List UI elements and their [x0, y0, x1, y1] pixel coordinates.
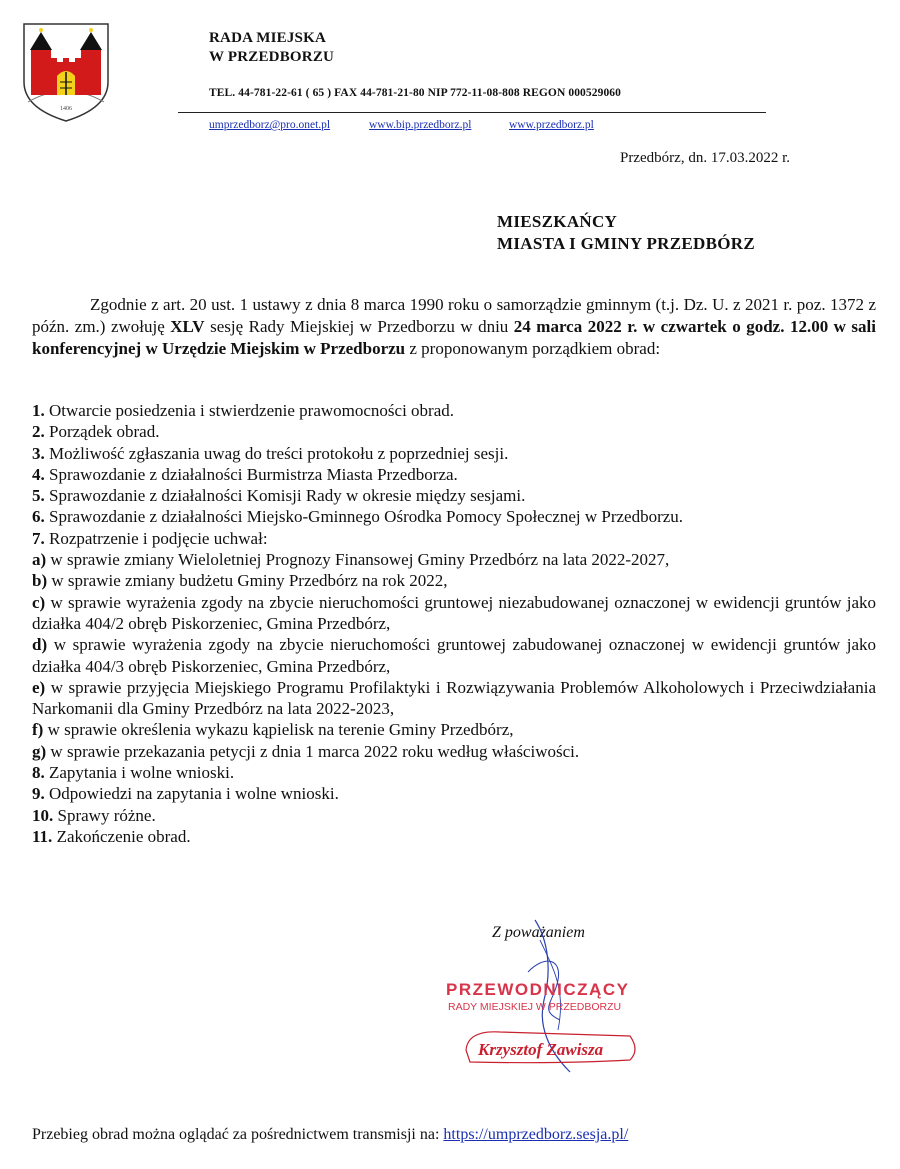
- header-divider: [178, 112, 766, 113]
- addressee-line1: MIESZKAŃCY: [497, 212, 618, 231]
- intro-text-2: sesję Rady Miejskiej w Przedborzu w dniu: [204, 317, 514, 336]
- signature-stamp: [440, 900, 680, 1080]
- addressee-line2: MIASTA I GMINY PRZEDBÓRZ: [497, 234, 755, 253]
- resolution-b: b) w sprawie zmiany budżetu Gminy Przedbórz na rok 2022,: [32, 571, 448, 591]
- resolution-d: d) w sprawie wyrażenia zgody na zbycie nieruchomości gruntowej zabudowanej oznaczonej w ewidencji gruntów jako działka 404/3 obręb Piskorzeniec, Gmina Przedbórz,: [32, 635, 876, 676]
- resolution-c: c) w sprawie wyrażenia zgody na zbycie nieruchomości gruntowej niezabudowanej oznaczonej w ewidencji gruntów jako działka 404/2 obręb Piskorzeniec, Gmina Przedbórz,: [32, 592, 876, 633]
- org-name-line1: RADA MIEJSKA: [209, 30, 326, 46]
- agenda-item-5: 5. Sprawozdanie z działalności Komisji Rady w okresie między sesjami.: [32, 486, 526, 506]
- agenda-item-6: 6. Sprawozdanie z działalności Miejsko-Gminnego Ośrodka Pomocy Społecznej w Przedborzu.: [32, 507, 684, 527]
- stamp-title: PRZEWODNICZĄCY: [446, 980, 630, 999]
- agenda-item-7: 7. Rozpatrzenie i podjęcie uchwał:: [32, 528, 268, 548]
- agenda-list: [32, 400, 876, 847]
- email-link[interactable]: umprzedborz@pro.onet.pl: [209, 119, 331, 131]
- resolution-e: e) w sprawie przyjęcia Miejskiego Programu Profilaktyki i Rozwiązywania Problemów Alkoholowych i Przeciwdziałania Narkomanii dla Gminy Przedbórz na lata 2022-2023,: [32, 677, 876, 719]
- session-date-place: 24 marca 2022 r. w czwartek o godz. 12.00 w sali konferencyjnej w Urzędzie Miejskim w Przedborzu: [32, 317, 876, 358]
- resolution-f: f) w sprawie określenia wykazu kąpielisk na terenie Gminy Przedbórz,: [32, 720, 514, 740]
- bip-link[interactable]: www.bip.przedborz.pl: [369, 119, 472, 131]
- agenda-item-10: 10. Sprawy różne.: [32, 805, 156, 825]
- footer-text: Przebieg obrad można oglądać za pośrednictwem transmisji na:: [32, 1126, 444, 1143]
- agenda-item-11: 11. Zakończenie obrad.: [32, 826, 191, 846]
- agenda-item-4: 4. Sprawozdanie z działalności Burmistrza Miasta Przedborza.: [32, 464, 458, 484]
- intro-paragraph: [32, 294, 876, 360]
- stamp-name: Krzysztof Zawisza: [478, 1040, 604, 1059]
- resolution-g: g) w sprawie przekazania petycji z dnia 1 marca 2022 roku według właściwości.: [32, 741, 580, 761]
- contact-info: TEL. 44-781-22-61 ( 65 ) FAX 44-781-21-80 NIP 772-11-08-808 REGON 000529060: [209, 87, 621, 99]
- agenda-item-9: 9. Odpowiedzi na zapytania i wolne wnioski.: [32, 784, 339, 804]
- document-date: Przedbórz, dn. 17.03.2022 r.: [620, 150, 790, 166]
- resolution-a: a) w sprawie zmiany Wieloletniej Prognozy Finansowej Gminy Przedbórz na lata 2022-2027,: [32, 550, 670, 570]
- coat-of-arms-icon: [20, 20, 112, 124]
- stamp-subtitle: RADY MIEJSKIEJ W PRZEDBORZU: [448, 1001, 622, 1013]
- agenda-item-2: 2. Porządek obrad.: [32, 422, 160, 442]
- website-link[interactable]: www.przedborz.pl: [509, 119, 594, 131]
- agenda-item-8: 8. Zapytania i wolne wnioski.: [32, 763, 235, 783]
- session-number: XLV: [170, 317, 205, 336]
- transmission-link[interactable]: https://umprzedborz.sesja.pl/: [443, 1126, 629, 1143]
- intro-text-1: Zgodnie z art. 20 ust. 1 ustawy z dnia 8 marca 1990 roku o samorządzie gminnym (t.j. Dz. U. z 2021 r. poz. 1372 z późn. zm.) zwołuję: [32, 295, 876, 336]
- crest-year: 1406: [60, 106, 72, 112]
- intro-text-3: z proponowanym porządkiem obrad:: [405, 339, 661, 358]
- closing-salutation: Z poważaniem: [492, 924, 585, 941]
- footer-note: [32, 1126, 628, 1144]
- agenda-item-3: 3. Możliwość zgłaszania uwag do treści protokołu z poprzedniej sesji.: [32, 443, 509, 463]
- agenda-item-1: 1. Otwarcie posiedzenia i stwierdzenie prawomocności obrad.: [32, 401, 455, 420]
- org-name-line2: W PRZEDBORZU: [209, 49, 335, 65]
